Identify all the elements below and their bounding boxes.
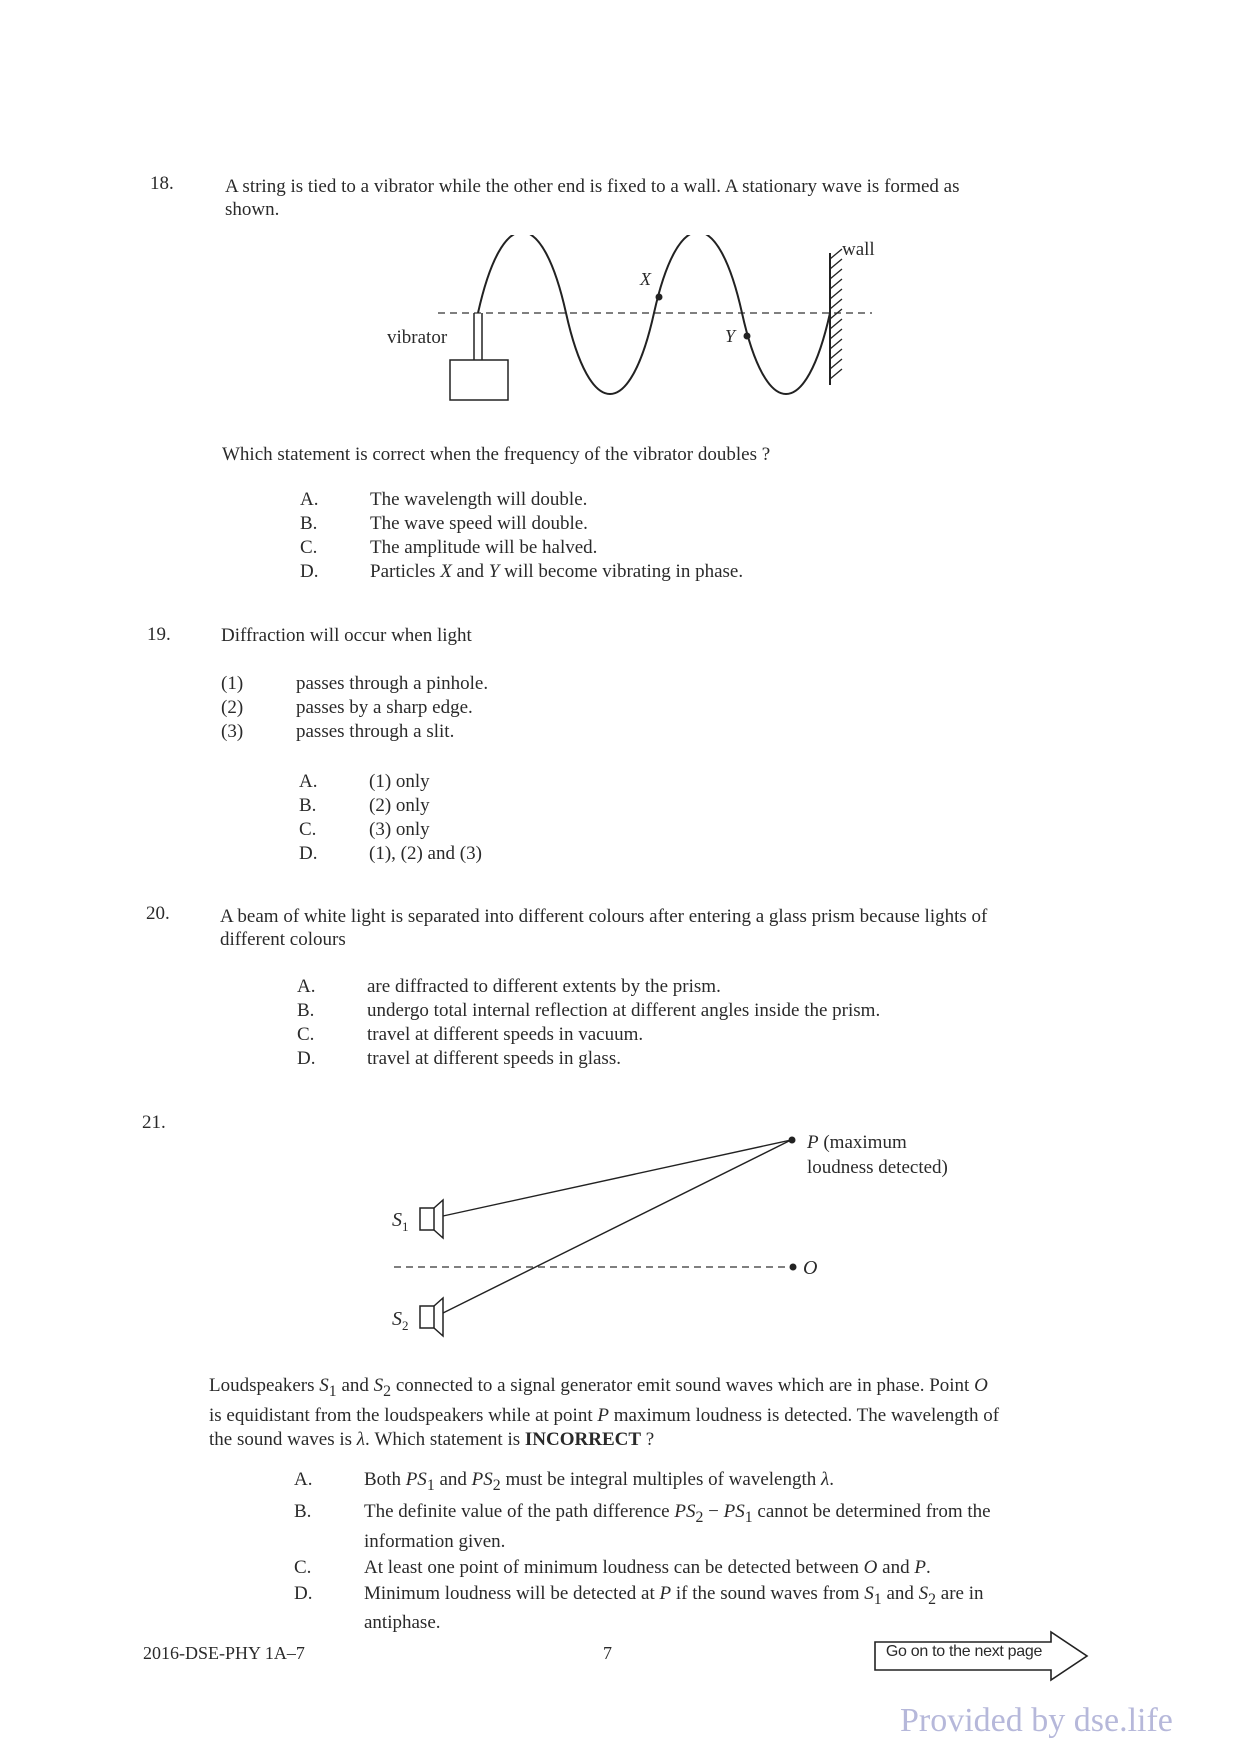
option-letter: C. — [299, 819, 317, 840]
question-18-stem — [225, 175, 1105, 221]
point-p-label — [807, 1130, 948, 1180]
paper-code: 2016-DSE-PHY 1A–7 — [143, 1643, 305, 1663]
stem-line: different colours — [220, 929, 346, 950]
option-b[interactable] — [294, 1500, 1104, 1554]
option-text: are diffracted to different extents by the prism. — [367, 976, 721, 997]
particle-x — [656, 294, 663, 301]
statement-3: (3) passes through a slit. — [221, 721, 455, 742]
option-letter: C. — [297, 1024, 315, 1045]
stationary-wave — [478, 235, 830, 394]
particle-y-label: Y — [725, 326, 736, 346]
question-19-options — [299, 770, 482, 866]
option-b[interactable] — [299, 794, 482, 818]
point-o — [790, 1264, 797, 1271]
option-text: At least one point of minimum loudness can be detected between O and P. — [364, 1556, 931, 1578]
option-text: (3) only — [369, 819, 430, 840]
option-d[interactable] — [297, 1047, 880, 1071]
option-d[interactable] — [300, 560, 743, 584]
wall-hatching — [830, 249, 842, 379]
option-letter: A. — [300, 489, 319, 510]
speaker-s2 — [420, 1298, 443, 1336]
stem-line: A string is tied to a vibrator while the other end is fixed to a wall. A stationary wave is formed as — [225, 176, 960, 197]
stem-line: Loudspeakers $S_1$ and $S_2$ connected to a signal generator emit sound waves which are in phase. Point O — [209, 1375, 988, 1400]
speaker-s2-label: $S_2$ — [392, 1308, 409, 1333]
watermark: Provided by dse.life — [900, 1702, 1173, 1739]
question-21-stem — [209, 1374, 1104, 1452]
question-18-prompt: Which statement is correct when the frequency of the vibrator doubles ? — [222, 444, 771, 465]
option-letter: B. — [297, 1000, 315, 1021]
path-s2-p — [443, 1140, 791, 1313]
speaker-s1-label: $S_1$ — [392, 1209, 409, 1234]
option-text: The wavelength will double. — [370, 489, 588, 510]
wall-label: wall — [842, 239, 875, 260]
point-p-note: loudness detected) — [807, 1157, 948, 1178]
option-letter: D. — [300, 561, 319, 582]
option-c[interactable] — [300, 536, 743, 560]
stationary-wave-diagram — [380, 235, 880, 410]
option-letter: C. — [294, 1556, 312, 1578]
statement-2: (2) passes by a sharp edge. — [221, 697, 473, 718]
option-a[interactable] — [300, 488, 743, 512]
question-20-options — [297, 975, 880, 1071]
option-letter: B. — [299, 795, 317, 816]
stem-line: the sound waves is λ. Which statement is INCORRECT ? — [209, 1428, 655, 1450]
option-d[interactable] — [299, 842, 482, 866]
option-text: undergo total internal reflection at different angles inside the prism. — [367, 1000, 881, 1021]
point-p-note: (maximum — [818, 1132, 907, 1153]
option-text: Minimum loudness will be detected at P if the sound waves from $S_1$ and $S_2$ are in antiphase. — [364, 1582, 984, 1634]
question-21-options — [294, 1468, 1104, 1635]
question-number-20: 20. — [146, 903, 170, 924]
option-b[interactable] — [297, 999, 880, 1023]
point-p — [789, 1137, 796, 1144]
question-19-stem: Diffraction will occur when light — [221, 625, 472, 646]
point-o-label: O — [803, 1257, 818, 1279]
next-page-label: Go on to the next page — [885, 1643, 1043, 1660]
option-letter: C. — [300, 537, 318, 558]
option-text: Both $PS_1$ and $PS_2$ must be integral multiples of wavelength λ. — [364, 1469, 834, 1494]
option-letter: B. — [300, 513, 318, 534]
option-text: The definite value of the path difference $PS_2 - PS_1$ cannot be determined from the information given. — [364, 1500, 991, 1552]
question-18-options — [300, 488, 743, 584]
option-c[interactable] — [299, 818, 482, 842]
particle-x-label: X — [640, 269, 651, 289]
option-text: The amplitude will be halved. — [370, 537, 598, 558]
option-letter: A. — [299, 771, 318, 792]
speaker-s1 — [420, 1200, 443, 1238]
option-a[interactable] — [299, 770, 482, 794]
option-text: Particles X and Y will become vibrating in phase. — [370, 561, 744, 582]
option-text: (1) only — [369, 771, 430, 792]
option-c[interactable] — [294, 1556, 1104, 1580]
question-number-19: 19. — [147, 624, 171, 645]
option-text: travel at different speeds in glass. — [367, 1048, 621, 1069]
option-letter: A. — [294, 1469, 313, 1490]
stem-line: A beam of white light is separated into different colours after entering a glass prism because lights of — [220, 906, 988, 927]
path-s1-p — [443, 1140, 791, 1216]
option-letter: D. — [294, 1582, 313, 1604]
question-number-18: 18. — [150, 173, 174, 194]
question-number-21: 21. — [142, 1112, 166, 1133]
option-letter: A. — [297, 976, 316, 997]
option-letter: D. — [297, 1048, 316, 1069]
option-text: (1), (2) and (3) — [369, 843, 482, 864]
option-letter: D. — [299, 843, 318, 864]
vibrator-label: vibrator — [387, 327, 448, 348]
option-a[interactable] — [294, 1468, 1104, 1498]
option-text: (2) only — [369, 795, 430, 816]
option-text: travel at different speeds in vacuum. — [367, 1024, 644, 1045]
page-number: 7 — [603, 1643, 612, 1663]
option-text: The wave speed will double. — [370, 513, 588, 534]
question-19-statements — [221, 672, 488, 744]
particle-y — [744, 333, 751, 340]
point-p-symbol: P — [807, 1132, 819, 1153]
stem-line: shown. — [225, 199, 280, 220]
vibrator-box — [450, 360, 508, 400]
stem-line: is equidistant from the loudspeakers while at point P maximum loudness is detected. The wavelength of — [209, 1404, 1000, 1426]
option-letter: B. — [294, 1500, 312, 1522]
statement-1: (1) passes through a pinhole. — [221, 673, 489, 694]
option-c[interactable] — [297, 1023, 880, 1047]
option-b[interactable] — [300, 512, 743, 536]
question-20-stem — [220, 905, 1100, 951]
option-a[interactable] — [297, 975, 880, 999]
